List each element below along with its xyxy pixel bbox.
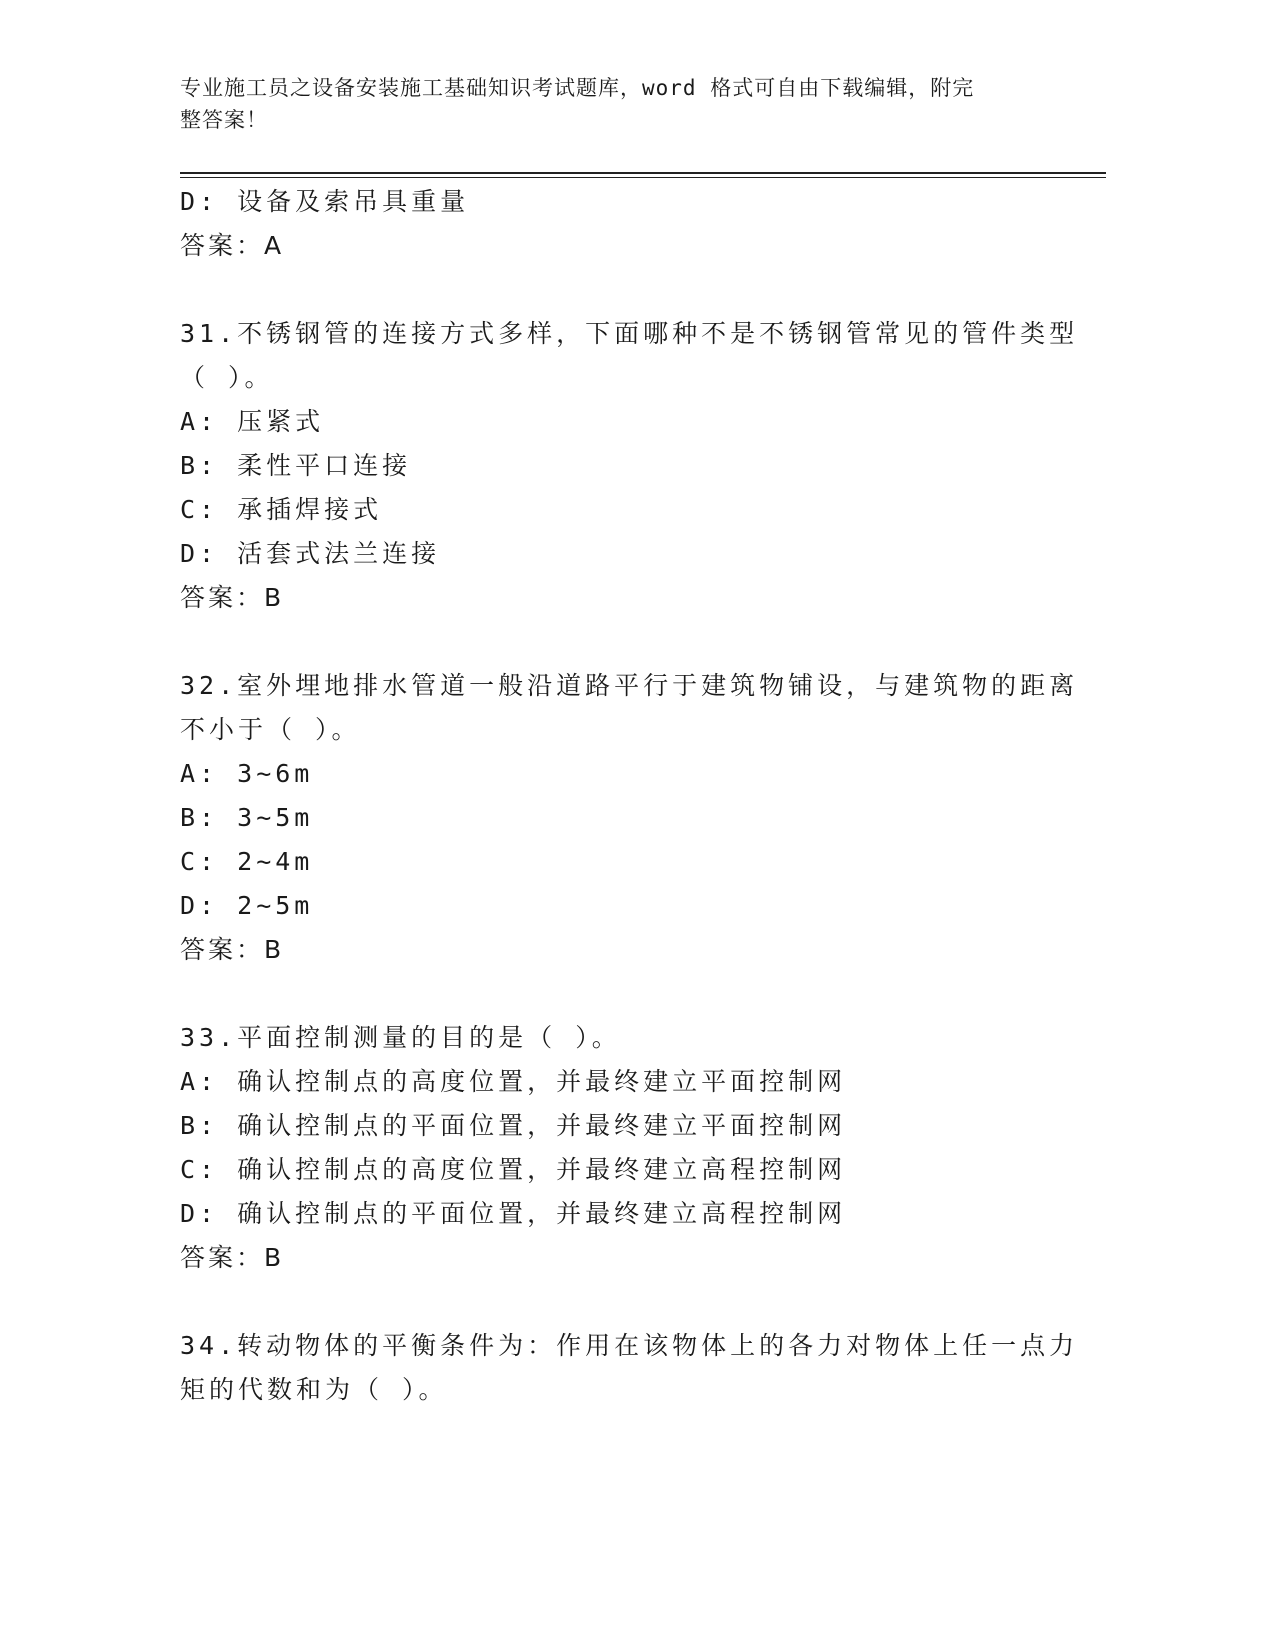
question-line: C: 确认控制点的高度位置，并最终建立高程控制网 bbox=[180, 1155, 847, 1184]
question-line: 33.平面控制测量的目的是（ ）。 bbox=[180, 1023, 621, 1052]
answer-line: 答案：B bbox=[180, 935, 285, 964]
header-line-2: 整答案！ bbox=[180, 108, 268, 132]
question-line: B: 确认控制点的平面位置，并最终建立平面控制网 bbox=[180, 1111, 847, 1140]
question-line: D: 设备及索吊具重量 bbox=[180, 187, 470, 216]
question-line: D: 活套式法兰连接 bbox=[180, 539, 441, 568]
question-line: D: 2~5m bbox=[180, 891, 314, 920]
answer-line: 答案：B bbox=[180, 583, 285, 612]
spacer bbox=[180, 972, 1040, 1016]
question-line: C: 承插焊接式 bbox=[180, 495, 383, 524]
question-line: A: 确认控制点的高度位置，并最终建立平面控制网 bbox=[180, 1067, 847, 1096]
question-line: （ ）。 bbox=[180, 363, 274, 392]
spacer bbox=[180, 620, 1040, 664]
question-line: 32.室外埋地排水管道一般沿道路平行于建筑物铺设，与建筑物的距离 bbox=[180, 671, 1079, 700]
answer-line: 答案：B bbox=[180, 1243, 285, 1272]
header-divider-thin bbox=[180, 177, 1106, 178]
question-line: 31.不锈钢管的连接方式多样，下面哪种不是不锈钢管常见的管件类型 bbox=[180, 319, 1079, 348]
question-line: A: 压紧式 bbox=[180, 407, 325, 436]
spacer bbox=[180, 1280, 1040, 1324]
question-list bbox=[180, 180, 1079, 1412]
question-line: 不小于（ ）。 bbox=[180, 715, 361, 744]
header-divider-thick bbox=[180, 172, 1106, 174]
question-line: D: 确认控制点的平面位置，并最终建立高程控制网 bbox=[180, 1199, 847, 1228]
question-line: 矩的代数和为（ ）。 bbox=[180, 1375, 448, 1404]
question-line: B: 柔性平口连接 bbox=[180, 451, 412, 480]
answer-line: 答案：A bbox=[180, 231, 285, 260]
document-header bbox=[180, 72, 1040, 136]
question-line: 34.转动物体的平衡条件为：作用在该物体上的各力对物体上任一点力 bbox=[180, 1331, 1079, 1360]
question-line: B: 3~5m bbox=[180, 803, 314, 832]
question-line: A: 3~6m bbox=[180, 759, 314, 788]
header-line-1: 专业施工员之设备安装施工基础知识考试题库，word 格式可自由下载编辑，附完 bbox=[180, 76, 975, 100]
spacer bbox=[180, 268, 1040, 312]
question-line: C: 2~4m bbox=[180, 847, 314, 876]
